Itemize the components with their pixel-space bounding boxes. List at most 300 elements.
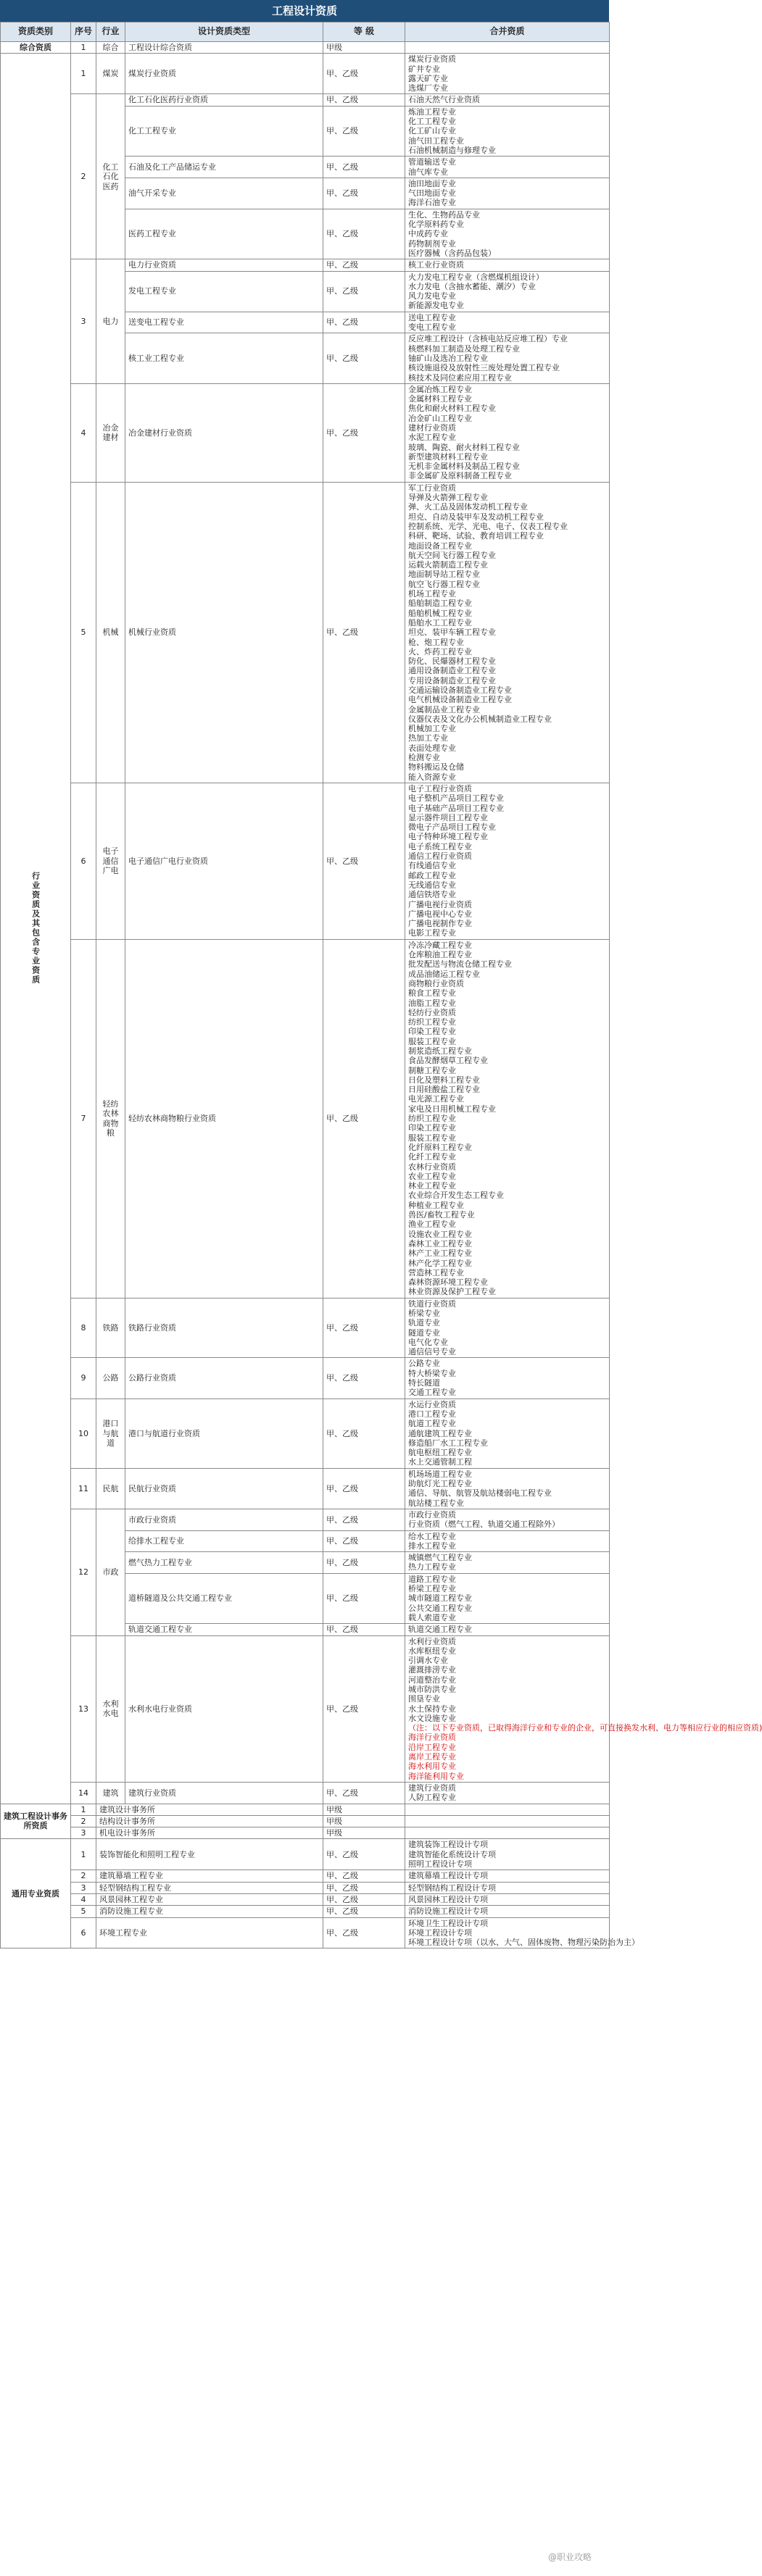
scope-item: 制糖工程专业 [408,1065,456,1075]
type-cell: 水利水电行业资质 [125,1635,323,1782]
scope-item: 林业资源及保护工程专业 [408,1287,496,1297]
scope-item: 轻纺行业资质 [408,1007,456,1017]
scope-item-note: 海洋能利用专业 [408,1771,464,1781]
scope-item: 物料搬运及仓储 [408,762,464,772]
table-row [1,939,610,1298]
grade-cell: 甲、乙级 [323,482,405,783]
scope-item: 电光源工程专业 [408,1094,464,1104]
scope-item: 反应堆工程设计（含核电站反应堆工程）专业 [408,334,568,344]
industry-cell [96,54,125,94]
scope-item: 油气田工程专业 [408,136,464,146]
scope-item: 纺织工程专业 [408,1017,456,1028]
table-row [1,482,610,783]
scope-item: 新能源发电专业 [408,301,464,311]
type-cell: 送变电工程专业 [125,312,323,333]
scope-item: 核设施退役及放射性三废处理处置工程专业 [408,363,560,373]
scope-cell [405,1870,610,1882]
scope-item: 石油天然气行业资质 [408,95,480,105]
scope-item: 风景园林工程设计专项 [408,1894,488,1904]
number-cell: 3 [71,1827,96,1839]
industry-label: 港口与航道 [102,1419,119,1448]
scope-item: 核工业行业资质 [408,260,464,270]
table-row [1,1298,610,1358]
scope-item: 检测专业 [408,753,440,763]
scope-item: 桥梁专业 [408,1309,440,1318]
number-cell: 5 [71,1906,96,1917]
table-row [1,783,610,939]
grade-cell: 甲、乙级 [323,1870,405,1882]
scope-item: 化学原料药专业 [408,220,464,230]
scope-item: 铀矿山及选冶工程专业 [408,353,488,363]
scope-item: 电子系统工程专业 [408,841,472,851]
scope-item: 建材行业资质 [408,422,456,433]
scope-item: 服装工程专业 [408,1133,456,1143]
grade-cell: 甲、乙级 [323,1882,405,1893]
industry-cell [96,1509,125,1635]
scope-item: 新型建筑材料工程专业 [408,451,488,462]
scope-item: 玻璃、陶瓷、耐火材料工程专业 [408,442,520,452]
scope-item: 食品发酵烟草工程专业 [408,1056,488,1066]
scope-cell [405,1893,610,1905]
scope-item: 林产工业工程专业 [408,1249,472,1259]
industry-cell [96,1782,125,1804]
type-cell: 铁路行业资质 [125,1298,323,1358]
scope-item: 机场场道工程专业 [408,1469,472,1479]
scope-cell [405,1827,610,1839]
scope-item: 火力发电工程专业（含燃煤机组设计） [408,272,544,282]
scope-item: 中成药专业 [408,229,448,239]
scope-item: 环境工程设计专项 [408,1927,472,1938]
grade-cell: 甲、乙级 [323,94,405,106]
grade-cell: 甲、乙级 [323,1573,405,1623]
scope-cell [405,1839,610,1870]
type-cell: 轨道交通工程专业 [125,1624,323,1635]
scope-item: 轨道交通工程专业 [408,1625,472,1635]
type-cell: 建筑设计事务所 [96,1804,323,1815]
table-row [1,1635,610,1782]
scope-item: 能入资源专业 [408,772,456,782]
scope-item: 化工工程专业 [408,117,456,127]
scope-item: 邮政工程专业 [408,870,456,880]
table-header-row [1,22,610,42]
scope-cell [405,1399,610,1468]
number-cell: 3 [71,1882,96,1893]
qualification-table [0,22,762,1948]
industry-cell [96,1635,125,1782]
scope-cell [405,259,610,271]
industry-cell [96,482,125,783]
scope-item: 专用设备制造业工程专业 [408,675,496,685]
industry-label: 煤炭 [102,69,119,79]
scope-item: 表面处理专业 [408,743,456,753]
scope-item: 制浆造纸工程专业 [408,1046,472,1056]
scope-item: 印染工程专业 [408,1123,456,1133]
scope-cell [405,1624,610,1635]
grade-cell: 甲、乙级 [323,383,405,482]
scope-item: 家电及日用机械工程专业 [408,1104,496,1114]
scope-item: 商物粮行业资质 [408,978,464,988]
table-row [1,383,610,482]
scope-cell [405,383,610,482]
scope-item: 核燃料加工制造及处理工程专业 [408,343,520,354]
scope-cell [405,1635,762,1782]
scope-item: 成品油储运工程专业 [408,969,480,979]
scope-cell [405,783,610,939]
type-cell: 市政行业资质 [125,1509,323,1530]
scope-item: 冷冻冷藏工程专业 [408,940,472,950]
scope-item: 电气机械设备制造业工程专业 [408,695,512,705]
number-cell: 13 [71,1635,96,1782]
scope-item-note: 沿岸工程专业 [408,1742,456,1752]
scope-item: 纺织工程专业 [408,1114,456,1124]
scope-item-note: 离岸工程专业 [408,1752,456,1762]
scope-item: 广播电视行业资质 [408,899,472,909]
table-row [1,259,610,271]
scope-item: 河道整治专业 [408,1675,456,1685]
type-cell: 燃气热力工程专业 [125,1552,323,1574]
table-row [1,1399,610,1468]
grade-cell: 甲、乙级 [323,1839,405,1870]
scope-item: 冶金矿山工程专业 [408,413,472,423]
scope-cell [405,1882,610,1893]
table-row [1,1882,610,1893]
scope-item: 气田地面专业 [408,188,456,199]
grade-cell: 甲、乙级 [323,1635,405,1782]
type-cell: 医药工程专业 [125,209,323,259]
scope-item: 轻型钢结构工程设计专项 [408,1883,496,1893]
scope-item: 水力发电（含抽水蓄能、潮汐）专业 [408,281,536,291]
scope-item: 仓库粮油工程专业 [408,950,472,960]
scope-item: 印染工程专业 [408,1027,456,1037]
number-cell: 4 [71,383,96,482]
grade-cell: 甲、乙级 [323,1906,405,1917]
scope-cell [405,1552,610,1574]
scope-item: 电气化专业 [408,1337,448,1347]
type-cell: 工程设计综合资质 [125,42,323,54]
scope-item: 送电工程专业 [408,312,456,322]
scope-cell [405,1906,610,1917]
scope-item: 运载火箭制造工程专业 [408,560,488,570]
scope-item: 管道输送专业 [408,157,456,167]
scope-item: 广播电视中心专业 [408,909,472,919]
scope-item: 热加工专业 [408,733,448,743]
scope-item: 医疗器械（含药品包装） [408,248,496,258]
scope-item: 核技术及同位素应用工程专业 [408,372,512,383]
scope-item: 服装工程专业 [408,1036,456,1046]
scope-item: 城市防洪专业 [408,1684,456,1694]
industry-label: 电子通信广电 [102,846,119,875]
scope-cell [405,1468,610,1509]
scope-item: 行业资质（燃气工程、轨道交通工程除外） [408,1520,560,1530]
scope-item: 种植业工程专业 [408,1200,464,1210]
scope-item: 通信、导航、航管及航站楼弱电工程专业 [408,1488,552,1499]
grade-cell: 甲级 [323,1804,405,1815]
grade-cell: 甲、乙级 [323,1399,405,1468]
scope-item: 排水工程专业 [408,1541,456,1551]
scope-item: 粮食工程专业 [408,988,456,999]
scope-item: 矿井专业 [408,64,440,74]
type-cell: 油气开采专业 [125,178,323,209]
industry-cell [96,259,125,384]
grade-cell: 甲、乙级 [323,1358,405,1399]
grade-cell: 甲、乙级 [323,54,405,94]
scope-item: 交通运输设备制造业工程专业 [408,685,512,695]
scope-item: 露天矿专业 [408,73,448,83]
industry-cell [96,939,125,1298]
scope-item: 渔业工程专业 [408,1220,456,1230]
scope-item: 电影工程专业 [408,928,456,938]
scope-item: 林业工程专业 [408,1181,456,1191]
scope-item: 环境工程设计专项（以水、大气、固体废物、物理污染防治为主） [408,1938,639,1948]
header-grade: 等 级 [323,22,405,42]
scope-item: 油田地面专业 [408,178,456,188]
scope-item: 仪器仪表及文化办公机械制造业工程专业 [408,714,552,724]
number-cell: 1 [71,54,96,94]
grade-cell: 甲、乙级 [323,312,405,333]
scope-item: 坦克、装甲车辆工程专业 [408,628,496,638]
table-row [1,1358,610,1399]
scope-cell [405,333,610,383]
number-cell: 2 [71,94,96,259]
scope-item: 载人索道专业 [408,1612,456,1622]
number-cell: 1 [71,1839,96,1870]
scope-item: 修造船厂水工工程专业 [408,1438,488,1448]
industry-label: 市政 [102,1567,119,1577]
number-cell: 6 [71,1917,96,1948]
scope-item: 石油机械制造与修理专业 [408,145,496,155]
industry-label: 铁路 [102,1322,119,1333]
scope-item: 金属制品业工程专业 [408,704,480,714]
scope-item: 兽医/畜牧工程专业 [408,1210,475,1220]
scope-item: 非金属矿及原料制备工程专业 [408,471,512,481]
number-cell: 4 [71,1893,96,1905]
scope-item: 环境卫生工程设计专项 [408,1918,488,1928]
type-cell: 机电设计事务所 [96,1827,323,1839]
number-cell: 12 [71,1509,96,1635]
scope-item: 设施农业工程专业 [408,1229,472,1239]
grade-cell: 甲、乙级 [323,939,405,1298]
grade-cell: 甲、乙级 [323,1468,405,1509]
table-row [1,1827,610,1839]
grade-cell: 甲级 [323,42,405,54]
scope-cell [405,1358,610,1399]
table-row [1,1839,610,1870]
number-cell: 9 [71,1358,96,1399]
type-cell: 给排水工程专业 [125,1530,323,1552]
scope-cell [405,1804,610,1815]
scope-item: 给水工程专业 [408,1531,456,1541]
industry-cell [96,1298,125,1358]
scope-cell [405,1509,610,1530]
scope-item: 有线通信专业 [408,861,456,871]
scope-item: 通用设备制造业工程专业 [408,666,496,676]
scope-cell [405,106,610,156]
header-type: 设计资质类型 [125,22,323,42]
type-cell: 石油及化工产品储运专业 [125,157,323,178]
scope-item: 灌溉排涝专业 [408,1665,456,1675]
scope-item: 铁道行业资质 [408,1299,456,1309]
scope-item: 金属材料工程专业 [408,394,472,404]
grade-cell: 甲、乙级 [323,259,405,271]
scope-item: 药物制剂专业 [408,238,456,249]
table-row [1,1804,610,1815]
category-cell: 建筑工程设计事务所资质 [1,1804,71,1839]
type-cell: 建筑行业资质 [125,1782,323,1804]
scope-item: 水上交通管制工程 [408,1457,472,1467]
scope-item: 公路专业 [408,1359,440,1369]
scope-item-note: 海洋行业资质 [408,1733,456,1743]
scope-item: 道路工程专业 [408,1574,456,1584]
scope-item: 农业工程专业 [408,1171,456,1181]
scope-item: 选煤厂专业 [408,83,448,93]
watermark: @职业攻略 [547,2552,592,2562]
type-cell: 电子通信广电行业资质 [125,783,323,939]
scope-item: 电子基础产品项目工程专业 [408,803,504,813]
scope-item: 农业综合开发生态工程专业 [408,1191,504,1201]
scope-item: 航电枢纽工程专业 [408,1448,472,1458]
scope-item: 热力工程专业 [408,1562,456,1572]
table-row [1,94,610,106]
number-cell: 5 [71,482,96,783]
table-row [1,1870,610,1882]
scope-item: 建筑智能化系统设计专项 [408,1849,496,1859]
table-row [1,1893,610,1905]
scope-item: 地面设备工程专业 [408,541,472,551]
number-cell: 7 [71,939,96,1298]
grade-cell: 甲、乙级 [323,1893,405,1905]
number-cell: 11 [71,1468,96,1509]
scope-item: 建筑装饰工程设计专项 [408,1840,488,1850]
type-cell: 消防设施工程专业 [96,1906,323,1917]
scope-item: 船舶水工工程专业 [408,617,472,628]
table-row [1,1468,610,1509]
industry-cell [96,783,125,939]
scope-item-note: （注：以下专业资质，已取得海洋行业和专业的企业，可直接换发水利、电力等相应行业的相应资质) [408,1723,762,1733]
number-cell: 3 [71,259,96,384]
header-number: 序号 [71,22,96,42]
scope-item: 炼油工程专业 [408,107,456,117]
scope-cell [405,271,610,312]
scope-item: 水利行业资质 [408,1636,456,1646]
category-cell: 综合资质 [1,42,71,54]
grade-cell: 甲、乙级 [323,1782,405,1804]
type-cell: 煤炭行业资质 [125,54,323,94]
scope-item: 公共交通工程专业 [408,1603,472,1613]
scope-item: 弹、火工品及固体发动机工程专业 [408,502,528,512]
number-cell: 14 [71,1782,96,1804]
grade-cell: 甲、乙级 [323,178,405,209]
scope-item: 机场工程专业 [408,589,456,599]
header-category: 资质类别 [1,22,71,42]
grade-cell: 甲、乙级 [323,1917,405,1948]
grade-cell: 甲、乙级 [323,783,405,939]
type-cell: 道桥隧道及公共交通工程专业 [125,1573,323,1623]
type-cell: 发电工程专业 [125,271,323,312]
industry-cell: 综合 [96,42,125,54]
table-row [1,1906,610,1917]
number-cell: 2 [71,1815,96,1827]
scope-item: 科研、靶场、试验、教育培训工程专业 [408,531,544,541]
type-cell: 装饰智能化和照明工程专业 [96,1839,323,1870]
scope-cell [405,94,610,106]
grade-cell: 甲、乙级 [323,209,405,259]
scope-item: 水土保持专业 [408,1704,456,1714]
scope-item: 电子整机产品项目工程专业 [408,793,504,804]
scope-item: 通信信号专业 [408,1347,456,1357]
table-body [1,42,762,1948]
scope-item: 水运行业资质 [408,1399,456,1409]
scope-cell [405,312,610,333]
scope-item: 广播电视制作专业 [408,919,472,929]
scope-item: 交通工程专业 [408,1388,456,1398]
scope-cell [405,1917,639,1948]
scope-cell [405,178,610,209]
scope-item: 日用硅酸盐工程专业 [408,1085,480,1095]
scope-item: 焦化和耐火材料工程专业 [408,404,496,414]
scope-item: 营造林工程专业 [408,1267,464,1277]
table-row [1,1917,610,1948]
scope-item: 桥梁工程专业 [408,1584,456,1594]
scope-cell [405,54,610,94]
scope-item: 变电工程专业 [408,322,456,333]
number-cell: 8 [71,1298,96,1358]
type-cell: 建筑幕墙工程专业 [96,1870,323,1882]
number-cell: 2 [71,1870,96,1882]
scope-cell [405,1298,610,1358]
scope-item: 坦克、自动及装甲车及发动机工程专业 [408,512,544,522]
scope-item: 照明工程设计专项 [408,1859,472,1870]
scope-item: 化工矿山专业 [408,126,456,136]
scope-item: 消防设施工程设计专项 [408,1906,488,1917]
scope-item: 煤炭行业资质 [408,54,456,64]
scope-item: 电子工程行业资质 [408,783,472,793]
type-cell: 核工业工程专业 [125,333,323,383]
scope-item: 机械加工专业 [408,724,456,734]
scope-item: 森林资源环境工程专业 [408,1277,488,1288]
scope-item: 引调水专业 [408,1656,448,1666]
industry-label: 公路 [102,1373,119,1383]
scope-item-note: 海水利用专业 [408,1762,456,1772]
number-cell: 1 [71,1804,96,1815]
grade-cell: 甲、乙级 [323,1552,405,1574]
scope-item: 围垦专业 [408,1694,440,1704]
header-industry: 行业 [96,22,125,42]
scope-item: 风力发电专业 [408,291,456,301]
industry-label: 民航 [102,1483,119,1493]
scope-item: 显示器件项目工程专业 [408,812,488,822]
industry-label: 冶金建材 [102,422,119,443]
industry-cell [96,1399,125,1468]
type-cell: 民航行业资质 [125,1468,323,1509]
grade-cell: 甲级 [323,1827,405,1839]
scope-cell [405,42,610,54]
category-cell: 通用专业资质 [1,1839,71,1948]
scope-item: 林产化学工程专业 [408,1258,472,1268]
scope-item: 特大桥梁专业 [408,1368,456,1378]
industry-label: 机械 [102,628,119,638]
type-cell: 化工石化医药行业资质 [125,94,323,106]
scope-item: 生化、生物药品专业 [408,209,480,220]
type-cell: 风景园林工程专业 [96,1893,323,1905]
scope-item: 导弹及火箭弹工程专业 [408,493,488,503]
industry-cell [96,94,125,259]
type-cell: 公路行业资质 [125,1358,323,1399]
scope-item: 无线通信专业 [408,880,456,890]
scope-item: 电子特种环境工程专业 [408,832,488,842]
grade-cell: 甲、乙级 [323,333,405,383]
type-cell: 环境工程专业 [96,1917,323,1948]
scope-item: 航道工程专业 [408,1419,456,1429]
